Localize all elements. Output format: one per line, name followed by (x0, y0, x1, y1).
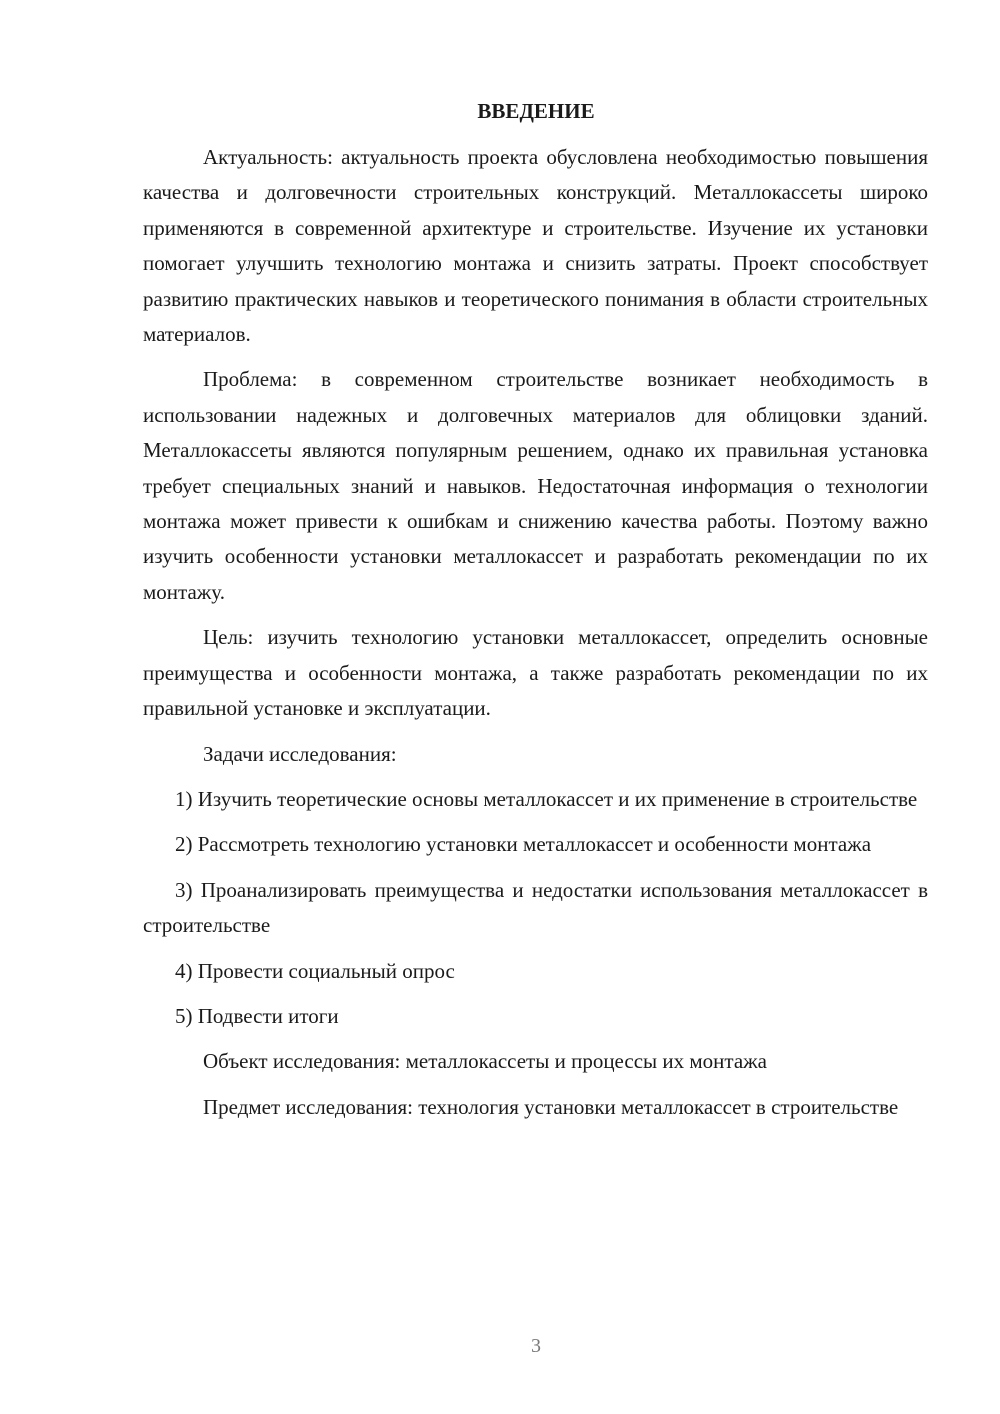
section-heading: ВВЕДЕНИЕ (477, 99, 595, 123)
paragraph-problem: Проблема: в современном строительстве возникает необходимость в использовании надежных и долговечных материалов для облицовки зданий. Металлокассеты являются популярным решением, однако их правильная установка требует специальных знаний и навыков. Недостаточная информация о технологии монтажа может привести к ошибкам и снижению качества работы. Поэтому важно изучить особенности установки металлокассет и разработать рекомендации по их монтажу. (143, 367, 928, 604)
paragraph-goal: Цель: изучить технологию установки металлокассет, определить основные преимущества и особенности монтажа, а также разработать рекомендации по их правильной установке и эксплуатации. (143, 625, 928, 721)
paragraph-object: Объект исследования: металлокассеты и процессы их монтажа (203, 1049, 768, 1074)
task-item-2: 2) Рассмотреть технологию установки металлокассет и особенности монтажа (175, 832, 872, 857)
paragraph-subject: Предмет исследования: технология установки металлокассет в строительстве (203, 1094, 899, 1119)
task-item-4: 4) Провести социальный опрос (175, 958, 455, 983)
document-body (143, 140, 928, 1135)
paragraph-relevance: Актуальность: актуальность проекта обусловлена необходимостью повышения качества и долговечности строительных конструкций. Металлокассеты широко применяются в современной архитектуре и строительстве. Изучение их установки помогает улучшить технологию монтажа и снизить затраты. Проект способствует развитию практических навыков и теоретического понимания в области строительных материалов. (143, 145, 928, 347)
page-number: 3 (531, 1335, 541, 1357)
task-item-3: 3) Проанализировать преимущества и недостатки использования металлокассет в строительстве (143, 877, 928, 938)
task-item-1: 1) Изучить теоретические основы металлокассет и их применение в строительстве (175, 786, 918, 811)
task-item-5: 5) Подвести итоги (175, 1003, 339, 1028)
tasks-label: Задачи исследования: (203, 741, 397, 766)
